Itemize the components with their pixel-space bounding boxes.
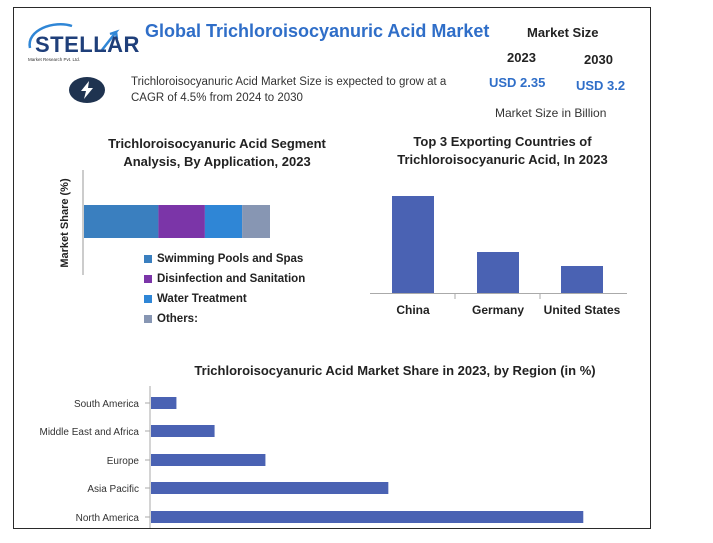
export-bar-2 <box>561 266 603 293</box>
logo-wordmark: STELLAR <box>35 32 140 57</box>
segment-y-axis-label: Market Share (%) <box>59 178 71 268</box>
market-size-unit-note: Market Size in Billion <box>495 106 607 120</box>
region-tick-label-0: South America <box>73 399 139 410</box>
region-bar-3 <box>151 482 388 494</box>
segment-bar-2 <box>205 205 242 238</box>
export-tick-label-2: United States <box>543 303 621 317</box>
segment-bar-1 <box>158 205 205 238</box>
export-tick-label-1: Germany <box>471 303 525 317</box>
segment-legend-item <box>144 289 305 309</box>
region-bar-2 <box>151 454 265 466</box>
lightning-icon <box>69 77 105 103</box>
region-tick-label-3: Asia Pacific <box>87 484 139 495</box>
region-bar-0 <box>151 397 176 409</box>
legend-swatch <box>144 315 152 323</box>
stellar-logo <box>24 20 140 64</box>
market-size-heading: Market Size <box>527 25 599 40</box>
segment-legend-item <box>144 309 305 329</box>
segment-legend-item <box>144 269 305 289</box>
region-tick-label-4: North America <box>75 513 139 524</box>
export-chart-title: Top 3 Exporting Countries of Trichloroisocyanuric Acid, In 2023 <box>397 134 608 167</box>
segment-bar-0 <box>84 205 158 238</box>
legend-swatch <box>144 295 152 303</box>
region-bar-1 <box>151 425 215 437</box>
legend-label: Swimming Pools and Spas <box>157 253 304 265</box>
legend-label: Others: <box>157 313 198 325</box>
legend-label: Water Treatment <box>157 293 247 305</box>
logo-subtext: Market Research Pvt. Ltd. <box>28 57 81 62</box>
market-size-year-start: 2023 <box>507 50 536 65</box>
market-summary-text: Trichloroisocyanuric Acid Market Size is expected to grow at a CAGR of 4.5% from 2024 to 2030 <box>131 76 447 104</box>
export-tick-label-0: China <box>396 303 430 317</box>
segment-legend-item <box>144 249 305 269</box>
page-title: Global Trichloroisocyanuric Acid Market <box>145 21 490 41</box>
segment-bar-3 <box>242 205 270 238</box>
export-chart <box>365 180 645 330</box>
market-size-value-end: USD 3.2 <box>576 78 626 93</box>
segment-chart-title: Trichloroisocyanuric Acid Segment Analysis, By Application, 2023 <box>108 136 326 169</box>
segment-legend <box>144 249 305 329</box>
market-size-value-start: USD 2.35 <box>489 75 546 90</box>
export-bar-0 <box>392 196 434 293</box>
legend-label: Disinfection and Sanitation <box>157 273 306 285</box>
region-tick-label-2: Europe <box>106 456 139 467</box>
export-bar-1 <box>477 252 519 293</box>
legend-swatch <box>144 255 152 263</box>
region-bar-4 <box>151 511 583 523</box>
region-chart <box>20 383 650 531</box>
region-chart-title: Trichloroisocyanuric Acid Market Share in 2023, by Region (in %) <box>194 363 596 378</box>
legend-swatch <box>144 275 152 283</box>
market-size-year-end: 2030 <box>584 52 613 67</box>
region-tick-label-1: Middle East and Africa <box>39 427 139 438</box>
